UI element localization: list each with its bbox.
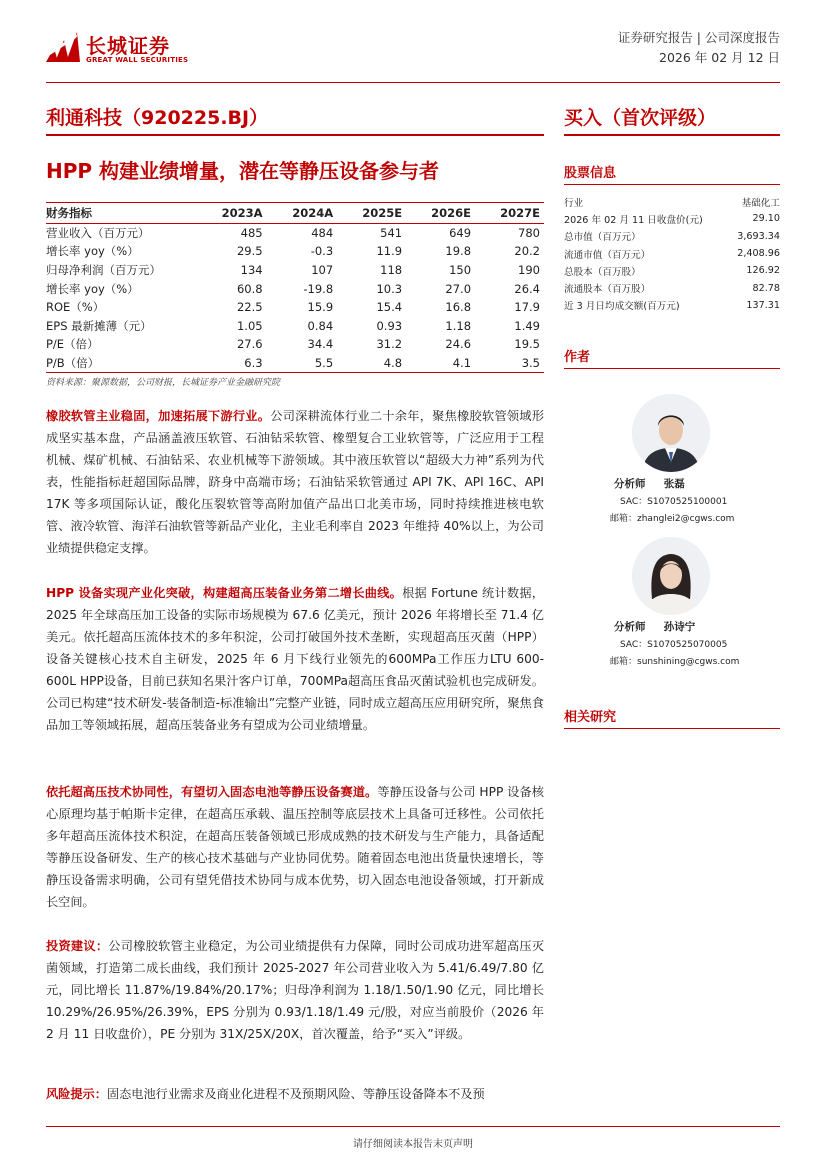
paragraph-hpp <box>46 582 544 736</box>
paragraph-text: 公司橡胶软管主业稳定，为公司业绩提供有力保障，同时公司成功进军超高压灭菌领域，打造第二成长曲线，我们预计 2025-2027 年公司营业收入为 5.41/6.49/7.80 亿元，同比增长 11.87%/19.84%/20.17%；归母净利润为 1.18/1.50/1.90 亿元，同比增长 10.29%/26.95%/26.39%，EPS 分别为 0.93/1.18/1.49 元/股，对应当前股价（2026 年 2 月 11 日收盘价），PE 分别为 31X/25X/20X，首次覆盖，给予“买入”评级。 <box>46 939 545 1041</box>
table-cell: 近 3 月日均成交额(百万元) <box>564 301 680 313</box>
table-cell: 5.5 <box>267 354 338 373</box>
table-cell: ROE（%） <box>46 300 105 315</box>
table-row <box>46 279 544 298</box>
table-cell: 增长率 yoy（%） <box>46 281 139 296</box>
report-headline: HPP 构建业绩增量，潜在等静压设备参与者 <box>46 159 440 183</box>
table-cell: 基础化工 <box>741 197 780 209</box>
table-cell: 26.4 <box>514 281 540 296</box>
table-cell: 485 <box>240 226 263 241</box>
analyst-name: 张磊 <box>663 478 685 490</box>
table-cell: EPS 最新摊薄（元） <box>46 318 152 333</box>
report-meta <box>618 28 780 68</box>
paragraph-isostatic <box>46 781 544 913</box>
analyst-photo-avatar <box>632 537 710 615</box>
table-cell: 总市值（百万元） <box>564 232 641 244</box>
analyst-portrait-icon <box>632 394 710 472</box>
rating-badge: 买入（首次评级） <box>564 107 717 129</box>
table-cell: 190 <box>518 262 540 277</box>
paragraph-risk <box>46 1083 544 1105</box>
related-research-divider <box>564 728 780 729</box>
table-cell: 1.49 <box>514 318 540 333</box>
table-cell: 29.5 <box>236 244 263 259</box>
table-cell: 31.2 <box>376 337 403 352</box>
footer-divider <box>46 1126 780 1127</box>
table-cell: 2026 年 02 月 11 日收盘价(元) <box>564 214 703 226</box>
table-cell: 3.5 <box>475 354 544 373</box>
table-header-cell: 财务指标 <box>46 203 196 224</box>
paragraph-text: 根据 Fortune 统计数据，2025 年全球高压加工设备的实际市场规模为 67.6 亿美元，预计 2026 年将增长至 71.4 亿美元。依托超高压流体技术的多年积淀，公司打破国外技术垄断，实现超高压灭菌（HPP）设备关键核心技术自主研发，2025 年 6 月下线行业领先的600MPa工作压力LTU 600-600L HPP设备，目前已获知名果汁客户订单，700MPa超高压食品灭菌试验机也完成研发。公司已构建“技术研发-装备制造-标准输出”完整产业链，同时成立超高压应用研究所，聚焦食品加工等领域拓展，超高压装备业务有望成为公司业绩增量。 <box>46 586 544 732</box>
table-row <box>564 279 780 296</box>
table-header-cell: 2024A <box>267 203 338 224</box>
table-cell: 11.9 <box>376 244 403 259</box>
paragraph-text: 固态电池行业需求及商业化进程不及预期风险、等静压设备降本不及预 <box>106 1087 485 1101</box>
table-cell: 19.5 <box>514 337 540 352</box>
table-cell: 增长率 yoy（%） <box>46 244 139 259</box>
table-cell: 126.92 <box>746 265 780 277</box>
table-cell: 24.6 <box>445 337 472 352</box>
table-header-cell: 2026E <box>406 203 475 224</box>
paragraph-lead: HPP 设备实现产业化突破，构建超高压装备业务第二增长曲线。 <box>46 586 403 600</box>
table-header-row <box>46 203 544 224</box>
table-cell: 总股本（百万股） <box>564 266 641 278</box>
table-cell: 134 <box>240 262 263 277</box>
analyst-role: 分析师 <box>614 478 646 490</box>
table-cell: -19.8 <box>303 281 334 296</box>
table-cell: 6.3 <box>196 354 267 373</box>
table-cell: 行业 <box>564 197 584 209</box>
table-cell: 4.1 <box>406 354 475 373</box>
table-cell: 27.0 <box>445 281 472 296</box>
table-cell: 150 <box>449 262 472 277</box>
great-wall-logo-icon <box>46 30 80 62</box>
stock-info-title: 股票信息 <box>564 166 617 181</box>
analyst-portrait-icon <box>632 537 710 615</box>
table-row <box>564 245 780 262</box>
author-section-title: 作者 <box>564 350 591 365</box>
table-row <box>46 261 544 280</box>
analyst-sac-1: SAC：S1070525100001 <box>620 497 728 507</box>
table-row <box>46 335 544 354</box>
footer-disclaimer: 请仔细阅读本报告末页声明 <box>353 1139 473 1150</box>
table-row <box>46 242 544 261</box>
table-cell: -0.3 <box>310 244 334 259</box>
table-row <box>564 262 780 279</box>
table-cell: 流通市值（百万元） <box>564 249 651 261</box>
paragraph-text: 公司深耕流体行业二十余年，聚焦橡胶软管领域形成坚实基本盘，产品涵盖液压软管、石油钻采软管、橡塑复合工业软管等，广泛应用于工程机械、煤矿机械、石油钻采、农业机械等下游领域。其中液压软管以“超级大力神”系列为代表，性能指标赶超国际品牌，跻身中高端市场；石油钻采软管通过 API 7K、API 16C、API 17K 等多项国际认证，酸化压裂软管等高附加值产品出口北美市场，同时持续推进核电软管、液冷软管、海洋石油软管等新品产业化，主业毛利率自 2023 年维持 40%以上，为公司业绩提供稳定支撑。 <box>46 409 545 555</box>
table-cell: 10.3 <box>376 281 403 296</box>
paragraph-main-business <box>46 405 544 559</box>
table-header-cell: 2023A <box>196 203 267 224</box>
analyst-name-2 <box>614 619 695 634</box>
paragraph-lead: 橡胶软管主业稳固，加速拓展下游行业。 <box>46 409 271 423</box>
table-cell: 22.5 <box>236 300 263 315</box>
table-cell: P/E（倍） <box>46 337 99 352</box>
company-logo <box>46 22 206 70</box>
table-cell: 1.05 <box>236 318 263 333</box>
table-cell: 营业收入（百万元） <box>46 226 150 241</box>
table-cell: 0.93 <box>376 318 403 333</box>
table-row <box>564 228 780 245</box>
analyst-name-1 <box>614 476 685 491</box>
report-type: 证券研究报告 | 公司深度报告 <box>617 30 780 45</box>
table-cell: 1.18 <box>445 318 472 333</box>
table-cell: 484 <box>311 226 334 241</box>
rating-divider <box>564 134 780 136</box>
table-row <box>46 316 544 335</box>
table-cell: 34.4 <box>307 337 334 352</box>
table-cell: 27.6 <box>236 337 263 352</box>
stock-info-table <box>564 193 780 314</box>
paragraph-investment <box>46 935 544 1045</box>
table-cell: 541 <box>380 226 403 241</box>
table-row <box>46 224 544 243</box>
table-cell: 19.8 <box>445 244 472 259</box>
paragraph-lead: 风险提示： <box>46 1087 107 1101</box>
table-row <box>46 298 544 317</box>
table-cell: 4.8 <box>337 354 406 373</box>
logo-text-cn: 长城证券 <box>86 34 170 58</box>
header-divider <box>46 82 780 83</box>
table-header-cell: 2025E <box>337 203 406 224</box>
table-cell: 82.78 <box>752 282 780 294</box>
table-row <box>46 354 544 373</box>
analyst-sac-2: SAC：S1070525070005 <box>620 640 728 650</box>
paragraph-lead: 投资建议： <box>46 939 109 953</box>
table-cell: 649 <box>449 226 472 241</box>
analyst-email-2[interactable]: 邮箱：sunshining@cgws.com <box>610 657 740 667</box>
paragraph-lead: 依托超高压技术协同性，有望切入固态电池等静压设备赛道。 <box>46 785 378 799</box>
table-cell: 137.31 <box>746 299 780 311</box>
table-row <box>564 297 780 314</box>
table-header-cell: 2027E <box>475 203 544 224</box>
stock-info-divider <box>564 184 780 185</box>
table-cell: P/B（倍） <box>46 354 196 373</box>
analyst-photo-avatar <box>632 394 710 472</box>
table-cell: 29.10 <box>752 213 780 225</box>
table-source-note: 资料来源：聚源数据，公司财报，长城证券产业金融研究院 <box>46 378 281 388</box>
author-divider <box>564 368 780 369</box>
title-divider <box>46 134 544 136</box>
analyst-email-1[interactable]: 邮箱：zhanglei2@cgws.com <box>610 514 735 524</box>
table-cell: 2,408.96 <box>737 248 780 260</box>
report-date: 2026 年 02 月 12 日 <box>659 50 780 65</box>
related-research-title: 相关研究 <box>564 710 617 725</box>
financial-table <box>46 202 544 373</box>
analyst-name: 孙诗宁 <box>663 621 696 633</box>
table-cell: 0.84 <box>307 318 334 333</box>
paragraph-text: 等静压设备与公司 HPP 设备核心原理均基于帕斯卡定律，在超高压承载、温压控制等底层技术上具备可迁移性。公司依托多年超高压流体技术积淀，在超高压装备领域已形成成熟的技术研发与生产能力，具备适配等静压设备研发、生产的核心技术基础与产业协同优势。随着固态电池出货量快速增长，等静压设备需求明确，公司有望凭借技术协同与成本优势，切入固态电池设备领域，打开新成长空间。 <box>46 785 544 909</box>
table-cell: 16.8 <box>445 300 472 315</box>
table-cell: 3,693.34 <box>737 230 780 242</box>
analyst-role: 分析师 <box>614 621 646 633</box>
table-row <box>564 193 780 210</box>
table-cell: 60.8 <box>236 281 263 296</box>
table-cell: 流通股本（百万股） <box>564 284 651 296</box>
table-cell: 118 <box>380 262 403 277</box>
table-cell: 780 <box>518 226 540 241</box>
table-cell: 归母净利润（百万元） <box>46 262 161 277</box>
table-cell: 15.9 <box>307 300 334 315</box>
table-cell: 17.9 <box>514 300 540 315</box>
table-cell: 15.4 <box>376 300 403 315</box>
company-title: 利通科技（920225.BJ） <box>46 107 269 129</box>
table-cell: 107 <box>311 262 334 277</box>
table-row <box>564 210 780 227</box>
logo-text-en: GREAT WALL SECURITIES <box>86 56 189 64</box>
table-cell: 20.2 <box>514 244 540 259</box>
